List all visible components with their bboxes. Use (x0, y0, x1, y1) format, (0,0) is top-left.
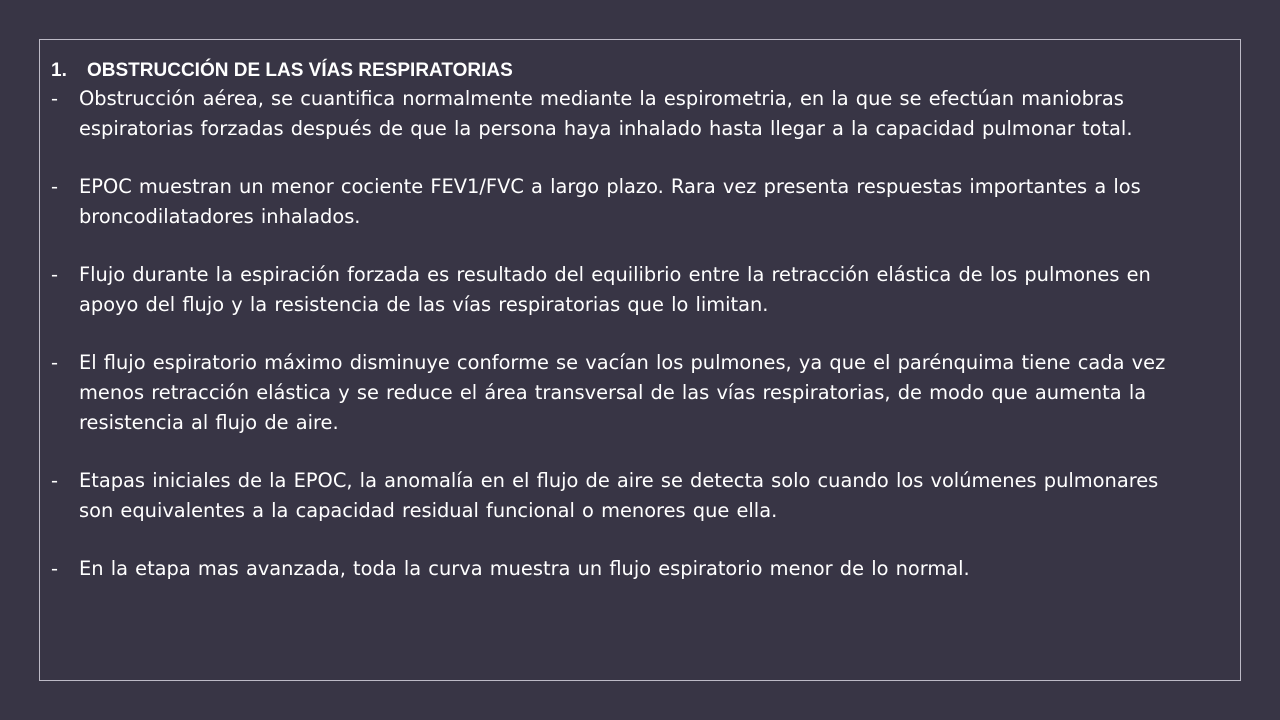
bullet-item (51, 260, 1199, 320)
spacer (51, 526, 1199, 554)
bullet-text: El flujo espiratorio máximo disminuye conforme se vacían los pulmones, ya que el parénquima tiene cada vez menos retracción elástica y se reduce el área transversal de las vías respiratorias, de modo que aumenta la resistencia al flujo de aire. (79, 351, 1166, 434)
bullet-text: Flujo durante la espiración forzada es resultado del equilibrio entre la retracción elástica de los pulmones en apoyo del flujo y la resistencia de las vías respiratorias que lo limitan. (79, 263, 1151, 316)
spacer (51, 438, 1199, 466)
bullet-item (51, 466, 1199, 526)
spacer (51, 144, 1199, 172)
bullet-text: Etapas iniciales de la EPOC, la anomalía en el flujo de aire se detecta solo cuando los volúmenes pulmonares son equivalentes a la capacidad residual funcional o menores que ella. (79, 469, 1159, 522)
spacer (51, 232, 1199, 260)
bullet-marker: - (51, 557, 58, 580)
spacer (51, 320, 1199, 348)
bullet-item (51, 84, 1199, 144)
bullet-marker: - (51, 263, 58, 286)
bullet-item (51, 172, 1199, 232)
bullet-marker: - (51, 87, 58, 110)
heading-title: OBSTRUCCIÓN DE LAS VÍAS RESPIRATORIAS (87, 60, 513, 81)
section-heading (51, 58, 1199, 84)
bullet-item (51, 348, 1199, 438)
heading-number: 1. (51, 60, 67, 81)
bullet-marker: - (51, 469, 58, 492)
bullet-text: Obstrucción aérea, se cuantifica normalmente mediante la espirometria, en la que se efectúan maniobras espiratorias forzadas después de que la persona haya inhalado hasta llegar a la capacidad pulmonar total. (79, 87, 1133, 140)
slide-content (51, 58, 1199, 584)
bullet-marker: - (51, 175, 58, 198)
content-frame (39, 39, 1241, 681)
bullet-marker: - (51, 351, 58, 374)
bullet-text: EPOC muestran un menor cociente FEV1/FVC a largo plazo. Rara vez presenta respuestas importantes a los broncodilatadores inhalados. (79, 175, 1141, 228)
bullet-item (51, 554, 1199, 584)
bullet-text: En la etapa mas avanzada, toda la curva muestra un flujo espiratorio menor de lo normal. (79, 557, 970, 580)
